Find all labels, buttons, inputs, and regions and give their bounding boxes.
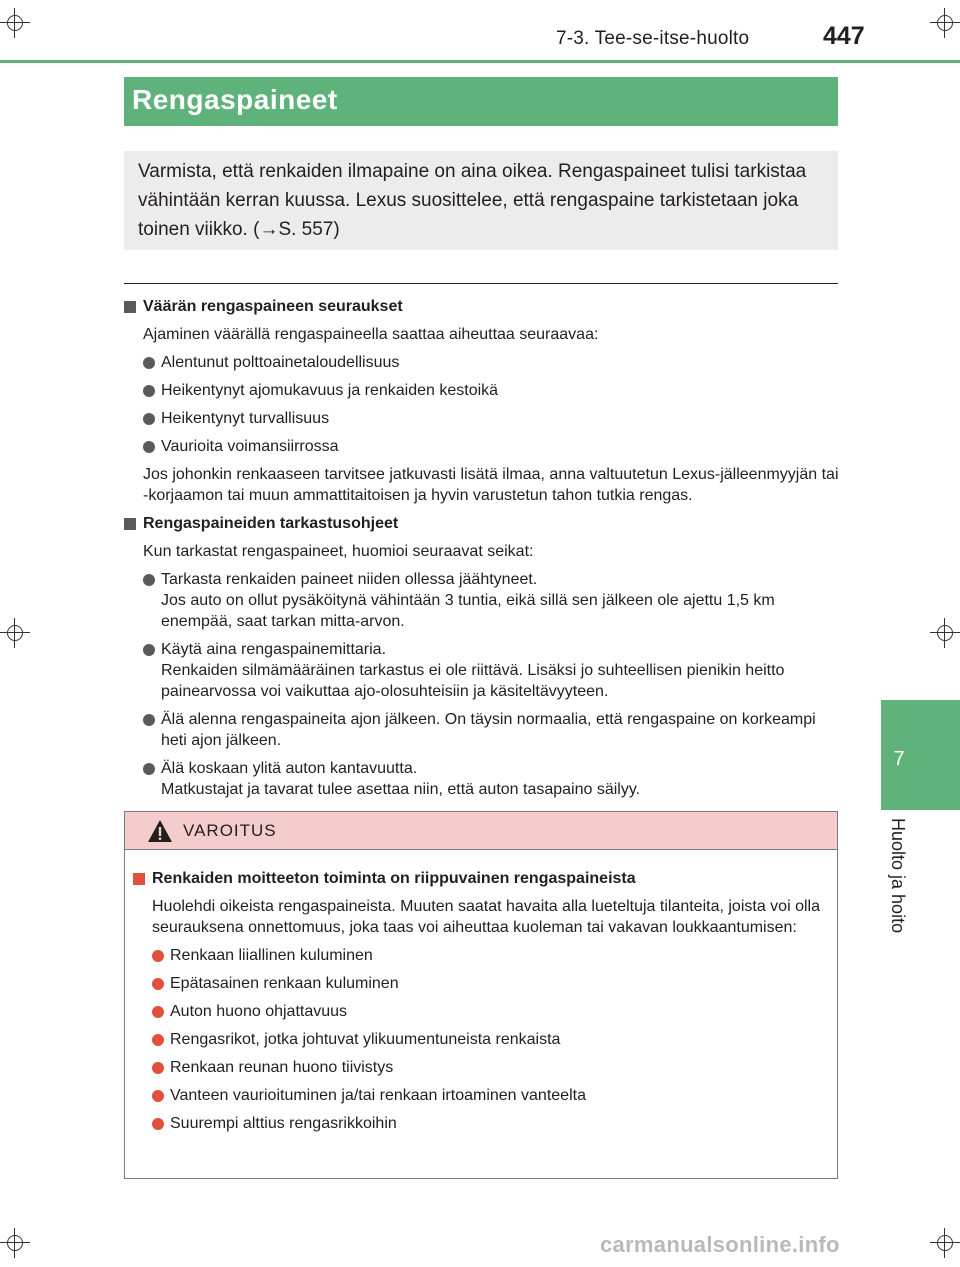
- list-item: [124, 569, 839, 632]
- section2-heading-row: [124, 513, 839, 534]
- square-bullet-icon: [133, 873, 145, 885]
- header-rule: [0, 60, 960, 63]
- bullet-icon: [152, 1062, 164, 1074]
- main-content: [124, 293, 839, 800]
- bullet-icon: [152, 1034, 164, 1046]
- crop-mark-mid-right: [930, 618, 960, 648]
- square-bullet-icon: [124, 518, 136, 530]
- list-item: [133, 1001, 825, 1022]
- list-item-text: Alentunut polttoainetaloudellisuus: [161, 354, 400, 371]
- crop-mark-top-left: [0, 8, 30, 38]
- section-heading: 7-3. Tee-se-itse-huolto: [556, 28, 750, 49]
- warning-heading: Renkaiden moitteeton toiminta on riippuvainen rengaspaineista: [152, 870, 636, 887]
- list-item: [133, 1113, 825, 1134]
- title-bar: [124, 77, 838, 126]
- list-item-detail: Matkustajat ja tavarat tulee asettaa niin, että auton tasapaino säilyy.: [161, 781, 641, 798]
- section1-heading-row: [124, 296, 839, 317]
- bullet-icon: [152, 978, 164, 990]
- list-item-detail: Renkaiden silmämääräinen tarkastus ei ole riittävä. Lisäksi jo suhteellisen pienikin heitto painearvossa voi vaikuttaa ajo-olosuhteisiin ja käsiteltävyyteen.: [161, 662, 785, 700]
- bullet-icon: [152, 1090, 164, 1102]
- bullet-icon: [152, 1006, 164, 1018]
- chapter-number: 7: [893, 748, 905, 770]
- list-item: [124, 639, 839, 702]
- bullet-icon: [143, 385, 155, 397]
- warning-header: [125, 812, 837, 850]
- bullet-icon: [143, 763, 155, 775]
- list-item-text: Heikentynyt turvallisuus: [161, 410, 330, 427]
- chapter-label: Huolto ja hoito: [888, 818, 908, 934]
- list-item: [124, 709, 839, 751]
- section2-heading: Rengaspaineiden tarkastusohjeet: [143, 515, 399, 532]
- square-bullet-icon: [124, 301, 136, 313]
- bullet-icon: [143, 714, 155, 726]
- warning-box: [124, 811, 838, 1179]
- list-item-text: Renkaan liiallinen kuluminen: [170, 947, 373, 964]
- page-number: 447: [823, 22, 865, 50]
- bullet-icon: [143, 644, 155, 656]
- warning-heading-row: [133, 868, 825, 889]
- bullet-icon: [152, 1118, 164, 1130]
- list-item: [133, 1029, 825, 1050]
- list-item-text: Vanteen vaurioituminen ja/tai renkaan irtoaminen vanteelta: [170, 1087, 586, 1104]
- crop-mark-top-right: [930, 8, 960, 38]
- list-item-text: Rengasrikot, jotka johtuvat ylikuumentuneista renkaista: [170, 1031, 561, 1048]
- warning-triangle-icon: [147, 819, 173, 843]
- bullet-icon: [152, 950, 164, 962]
- list-item: [133, 973, 825, 994]
- list-item-text: Suurempi alttius rengasrikkoihin: [170, 1115, 397, 1132]
- list-item-text: Renkaan reunan huono tiivistys: [170, 1059, 394, 1076]
- bullet-icon: [143, 413, 155, 425]
- list-item-text: Vaurioita voimansiirrossa: [161, 438, 339, 455]
- list-item: [124, 408, 839, 429]
- list-item: [124, 352, 839, 373]
- list-item-text: Auton huono ohjattavuus: [170, 1003, 348, 1020]
- list-item-title: Älä alenna rengaspaineita ajon jälkeen. On täysin normaalia, että rengaspaine on korkeampi heti ajon jälkeen.: [161, 711, 816, 749]
- list-item-title: Käytä aina rengaspainemittaria.: [161, 641, 387, 658]
- list-item: [124, 380, 839, 401]
- list-item: [133, 1057, 825, 1078]
- intro-text: Varmista, että renkaiden ilmapaine on aina oikea. Rengaspaineet tulisi tarkistaa vähintään kerran kuussa. Lexus suosittelee, että rengaspaine tarkistetaan joka toinen viikko. (→S. 557): [138, 161, 807, 240]
- crop-mark-mid-left: [0, 618, 30, 648]
- warning-content: [133, 868, 825, 1134]
- bullet-icon: [143, 574, 155, 586]
- crop-mark-bottom-left: [0, 1228, 30, 1258]
- bullet-icon: [143, 357, 155, 369]
- list-item-title: Älä koskaan ylitä auton kantavuutta.: [161, 760, 418, 777]
- list-item: [124, 436, 839, 457]
- list-item: [133, 945, 825, 966]
- section2-intro: Kun tarkastat rengaspaineet, huomioi seuraavat seikat:: [143, 543, 534, 560]
- intro-box: [124, 151, 838, 250]
- section-divider: [124, 283, 838, 284]
- list-item-detail: Jos auto on ollut pysäköitynä vähintään 3 tuntia, eikä sillä sen jälkeen ole ajettu 1,5 km enempää, saat tarkan mitta-arvon.: [161, 592, 775, 630]
- section1-note: Jos johonkin renkaaseen tarvitsee jatkuvasti lisätä ilmaa, anna valtuutetun Lexus-jälleenmyyjän tai -korjaamon tai muun ammattitaitoisen ja hyvin varustetun tahon tutkia rengas.: [143, 466, 839, 504]
- page-title: Rengaspaineet: [132, 84, 338, 115]
- list-item-title: Tarkasta renkaiden paineet niiden ollessa jäähtyneet.: [161, 571, 538, 588]
- warning-title: VAROITUS: [183, 821, 277, 840]
- list-item: [133, 1085, 825, 1106]
- bullet-icon: [143, 441, 155, 453]
- crop-mark-bottom-right: [930, 1228, 960, 1258]
- list-item-text: Epätasainen renkaan kuluminen: [170, 975, 399, 992]
- list-item-text: Heikentynyt ajomukavuus ja renkaiden kestoikä: [161, 382, 499, 399]
- list-item: [124, 758, 839, 800]
- section1-heading: Väärän rengaspaineen seuraukset: [143, 298, 403, 315]
- section1-intro: Ajaminen väärällä rengaspaineella saattaa aiheuttaa seuraavaa:: [143, 326, 599, 343]
- watermark: carmanualsonline.info: [600, 1232, 840, 1257]
- warning-intro: Huolehdi oikeista rengaspaineista. Muuten saatat havaita alla lueteltuja tilanteita, joista voi olla seurauksena onnettomuus, joka taas voi aiheuttaa kuoleman tai vakavan loukkaantumisen:: [152, 898, 820, 936]
